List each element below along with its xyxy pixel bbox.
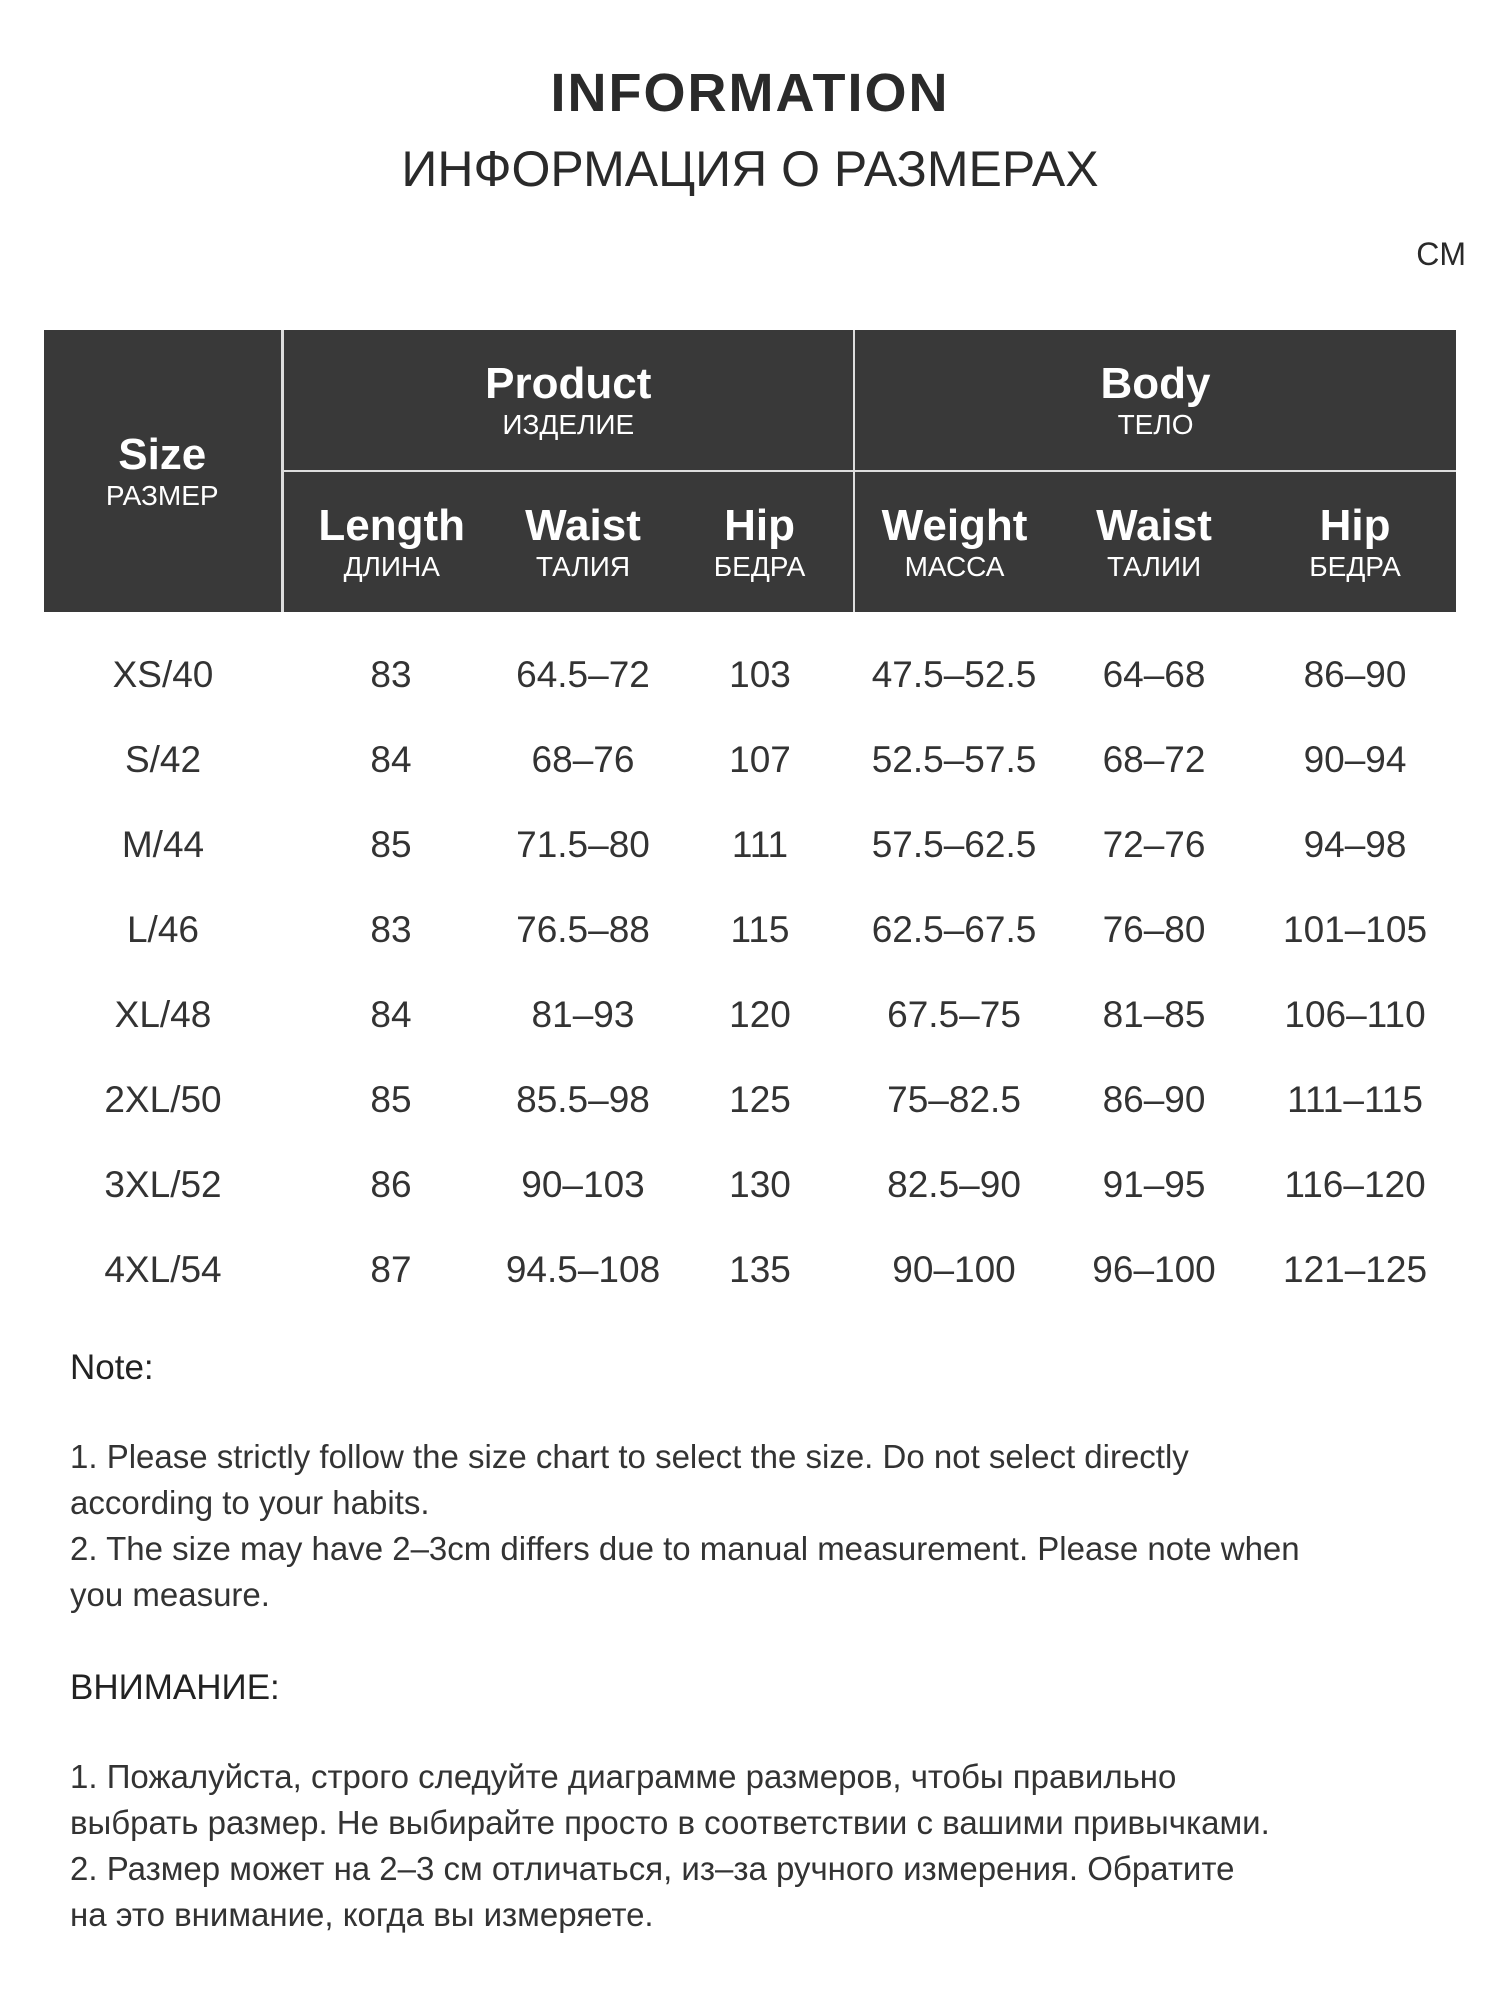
table-cell: 82.5–90: [887, 1163, 1021, 1205]
table-cell: 121–125: [1283, 1248, 1428, 1290]
page-title: INFORMATION: [550, 63, 950, 123]
length-column-header: Length ДЛИНА: [282, 471, 500, 612]
table-cell: 111: [731, 823, 789, 865]
product-hip-column-header: Hip БЕДРА: [666, 471, 854, 612]
table-cell: 81–85: [1102, 993, 1206, 1035]
table-cell: 111–115: [1287, 1078, 1423, 1120]
table-cell: 84: [370, 738, 412, 780]
table-row: [44, 717, 1456, 802]
body-waist-column-header: Waist ТАЛИИ: [1054, 471, 1254, 612]
table-row: [44, 887, 1456, 972]
unit-label: CM: [1416, 236, 1466, 272]
size-cell: XL/48: [114, 993, 212, 1035]
size-column-header: Size РАЗМЕР: [44, 330, 282, 612]
table-cell: 62.5–67.5: [871, 908, 1037, 950]
note-line: you measure.: [70, 1576, 270, 1613]
note-section-en: [70, 1348, 1450, 1618]
size-cell: XS/40: [112, 653, 214, 695]
table-cell: 84: [370, 993, 412, 1035]
table-cell: 96–100: [1092, 1248, 1216, 1290]
table-row: [44, 1142, 1456, 1227]
note-line-ru: на это внимание, когда вы измеряете.: [70, 1896, 654, 1933]
table-cell: 91–95: [1102, 1163, 1206, 1205]
table-cell: 71.5–80: [516, 823, 650, 865]
table-cell: 52.5–57.5: [871, 738, 1037, 780]
table-row: [44, 1227, 1456, 1312]
table-cell: 103: [729, 653, 791, 695]
table-cell: 64.5–72: [516, 653, 650, 695]
table-cell: 106–110: [1284, 993, 1426, 1035]
table-row: [44, 802, 1456, 887]
table-cell: 94.5–108: [505, 1248, 661, 1290]
note-line: 1. Please strictly follow the size chart to select the size. Do not select directly: [70, 1438, 1189, 1475]
table-cell: 76.5–88: [516, 908, 650, 950]
note-heading-ru: ВНИМАНИЕ:: [70, 1668, 280, 1707]
size-cell: M/44: [121, 823, 205, 865]
table-cell: 76–80: [1102, 908, 1206, 950]
table-cell: 67.5–75: [887, 993, 1021, 1035]
table-cell: 90–103: [521, 1163, 645, 1205]
table-cell: 90–94: [1303, 738, 1407, 780]
table-cell: 81–93: [531, 993, 635, 1035]
table-cell: 116–120: [1284, 1163, 1426, 1205]
size-cell: 3XL/52: [104, 1163, 222, 1205]
table-row: [44, 972, 1456, 1057]
size-chart-table: [44, 330, 1456, 1312]
body-group-header: Body ТЕЛО: [854, 330, 1456, 471]
table-cell: 68–76: [531, 738, 635, 780]
product-group-header: Product ИЗДЕЛИЕ: [282, 330, 854, 471]
note-line-ru: выбрать размер. Не выбирайте просто в соответствии с вашими привычками.: [70, 1804, 1270, 1841]
size-cell: 4XL/54: [104, 1248, 222, 1290]
table-cell: 94–98: [1303, 823, 1407, 865]
table-cell: 101–105: [1283, 908, 1428, 950]
table-cell: 85.5–98: [516, 1078, 650, 1120]
table-cell: 83: [370, 653, 412, 695]
table-cell: 64–68: [1102, 653, 1206, 695]
table-cell: 87: [370, 1248, 412, 1290]
table-cell: 107: [729, 738, 791, 780]
table-row: [44, 612, 1456, 717]
table-row: [44, 1057, 1456, 1142]
table-cell: 68–72: [1102, 738, 1206, 780]
note-line: according to your habits.: [70, 1484, 430, 1521]
product-waist-column-header: Waist ТАЛИЯ: [500, 471, 666, 612]
table-cell: 86–90: [1303, 653, 1407, 695]
table-cell: 47.5–52.5: [871, 653, 1037, 695]
note-line-ru: 1. Пожалуйста, строго следуйте диаграмме размеров, чтобы правильно: [70, 1758, 1177, 1795]
table-cell: 135: [729, 1248, 791, 1290]
table-cell: 115: [730, 908, 790, 950]
size-cell: S/42: [124, 738, 202, 780]
note-section-ru: [70, 1668, 1450, 1938]
weight-column-header: Weight МАССА: [854, 471, 1054, 612]
table-cell: 120: [729, 993, 791, 1035]
note-heading: Note:: [70, 1348, 154, 1387]
table-cell: 86–90: [1102, 1078, 1206, 1120]
table-cell: 83: [370, 908, 412, 950]
size-cell: L/46: [126, 908, 199, 950]
table-cell: 85: [370, 1078, 412, 1120]
size-cell: 2XL/50: [104, 1078, 222, 1120]
table-cell: 75–82.5: [887, 1078, 1021, 1120]
note-line-ru: 2. Размер может на 2–3 см отличаться, из–за ручного измерения. Обратите: [70, 1850, 1235, 1887]
table-cell: 85: [370, 823, 412, 865]
table-cell: 86: [370, 1163, 412, 1205]
note-line: 2. The size may have 2–3cm differs due to manual measurement. Please note when: [70, 1530, 1300, 1567]
body-hip-column-header: Hip БЕДРА: [1254, 471, 1456, 612]
table-cell: 90–100: [892, 1248, 1016, 1290]
table-cell: 72–76: [1102, 823, 1206, 865]
table-cell: 130: [729, 1163, 791, 1205]
table-cell: 125: [729, 1078, 791, 1120]
table-cell: 57.5–62.5: [871, 823, 1037, 865]
page-subtitle: ИНФОРМАЦИЯ О РАЗМЕРАХ: [401, 141, 1099, 197]
